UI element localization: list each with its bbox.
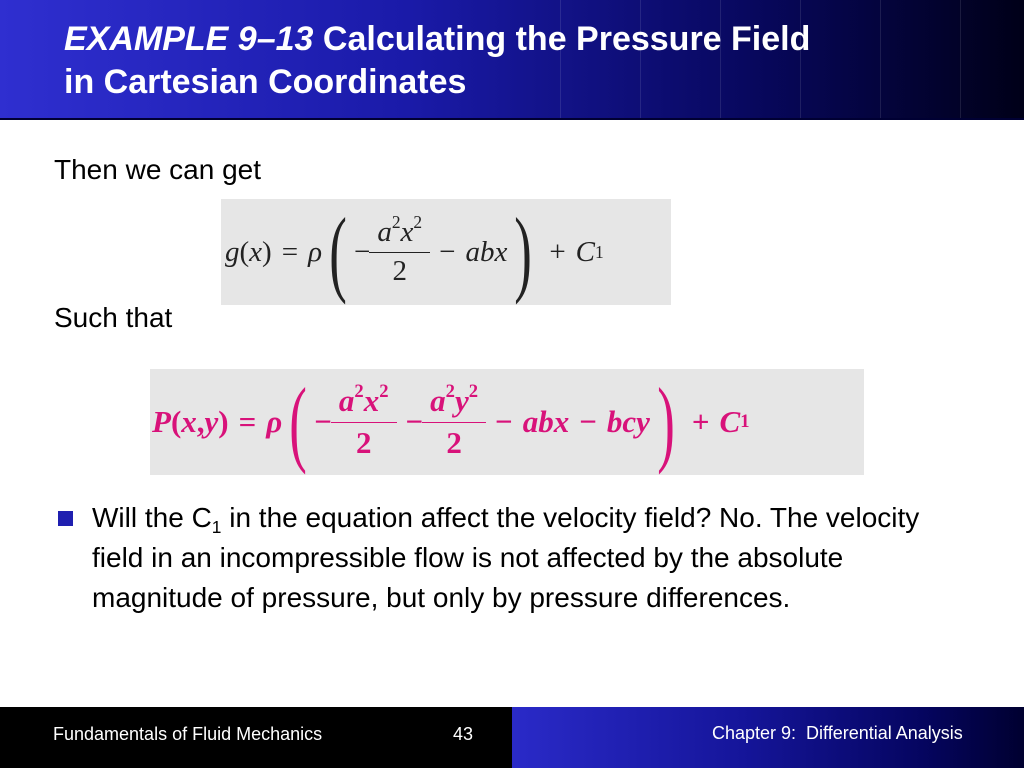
- title-text: Calculating the Pressure Field: [322, 20, 811, 58]
- footer-right: [512, 707, 1024, 768]
- bullet-square-icon: [58, 511, 73, 526]
- example-number: EXAMPLE 9–13: [64, 20, 314, 58]
- bullet-text-part2: in the equation affect the velocity field? No. The velocity field in an incompressible flow is not affected by the absolute magnitude of pressure, but only by pressure differences.: [92, 502, 920, 613]
- slide-header: [0, 0, 1024, 120]
- such-that-text: Such that: [54, 302, 173, 333]
- title-line-2: in Cartesian Coordinates: [64, 63, 467, 101]
- footer-left: [0, 707, 512, 768]
- bullet-subscript: 1: [211, 517, 222, 538]
- slide-title: [64, 18, 810, 104]
- equation-g-x: g ( x ) = ρ ( − $\frac{a^2x^2}{2}$ − abx ) + C 1: [221, 199, 671, 305]
- page-number: 43: [453, 724, 474, 744]
- header-divider: [0, 118, 1024, 120]
- intro-text: Then we can get: [54, 154, 262, 185]
- equation-pressure-field: P ( x , y ) = ρ ( − $\frac{a^2x^2}{2}$ − $\frac{a^2y^2}{2}$ − abx − bcy ) + C 1: [150, 369, 864, 475]
- bullet-text-part1: Will the C: [92, 502, 212, 533]
- footer-course-title: Fundamentals of Fluid Mechanics: [53, 724, 323, 744]
- footer-chapter-title: Chapter 9: Differential Analysis: [712, 723, 963, 743]
- bullet-text: [92, 498, 952, 618]
